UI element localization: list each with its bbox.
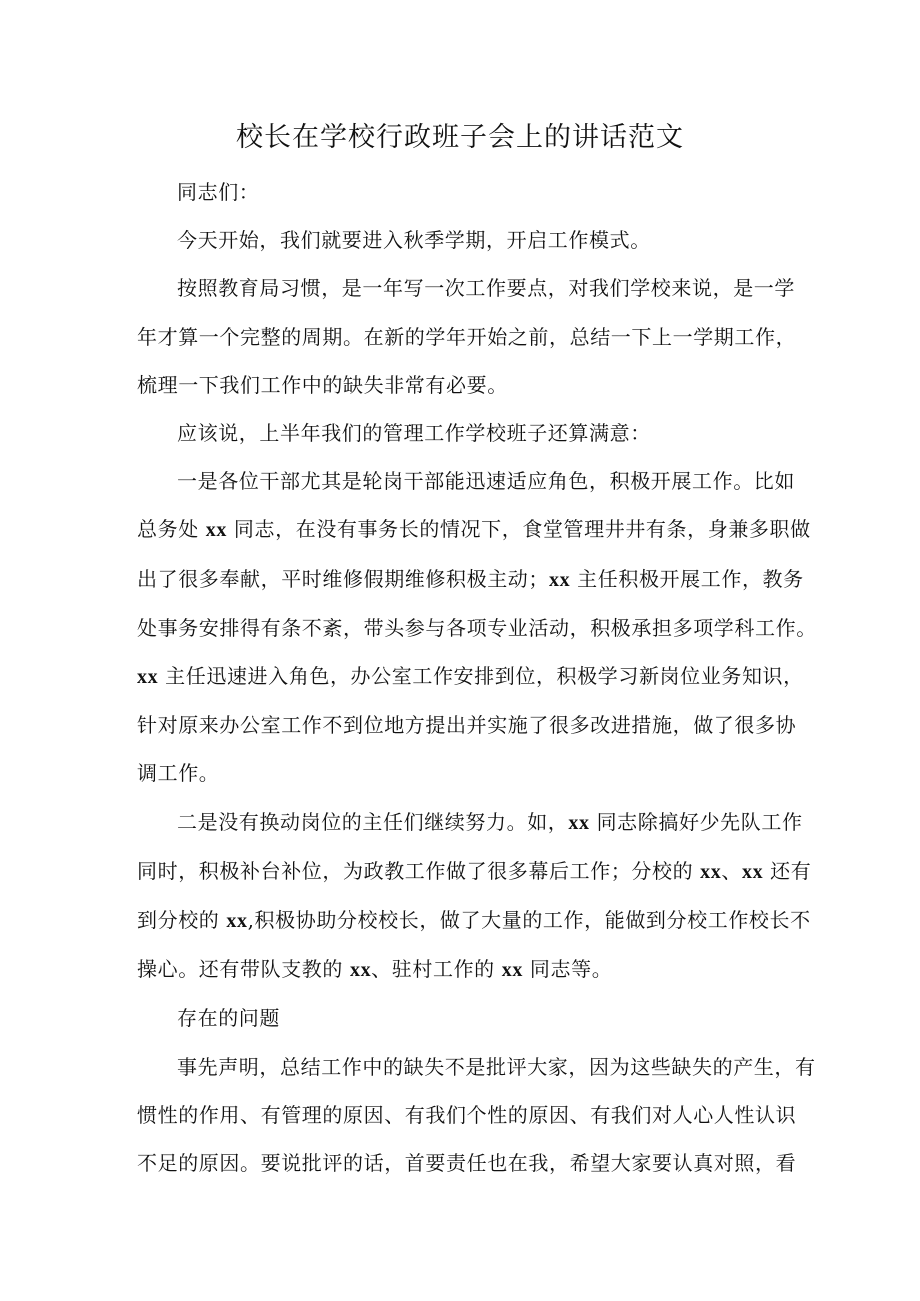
- paragraph-point-two: [137, 798, 812, 995]
- placeholder-name: xx: [501, 959, 523, 982]
- text-line: 同志们：: [177, 180, 260, 204]
- text-line: 事先声明，总结工作中的缺失不是批评大家，因为这些缺失的产生，有: [177, 1054, 816, 1079]
- placeholder-name: xx: [700, 860, 722, 883]
- document-title: 校长在学校行政班子会上的讲话范文: [236, 122, 684, 153]
- placeholder-name: xx: [226, 910, 248, 933]
- placeholder-name: xx: [349, 959, 372, 982]
- text-line: 到分校的 xx,积极协助分校校长，做了大量的工作，能做到分校工作校长不: [137, 908, 811, 933]
- placeholder-name: xx: [549, 568, 571, 591]
- paragraph-opening: [137, 216, 789, 264]
- paragraph-point-one: [137, 457, 817, 797]
- text-line: 应该说，上半年我们的管理工作学校班子还算满意：: [177, 421, 651, 446]
- placeholder-name: xx: [741, 860, 764, 883]
- text-line: 梳理一下我们工作中的缺失非常有必要。: [137, 372, 508, 397]
- document-body: [137, 168, 817, 1187]
- text-line: 按照教育局习惯，是一年写一次工作要点，对我们学校来说，是一学: [177, 276, 795, 301]
- paragraph-greeting: [137, 168, 789, 216]
- text-line: 不足的原因。要说批评的话，首要责任也在我，希望大家要认真对照，看: [137, 1151, 797, 1176]
- placeholder-name: xx: [205, 519, 227, 542]
- section-heading-problems: [137, 994, 789, 1042]
- text-line: 出了很多奉献，平时维修假期维修积极主动；xx 主任积极开展工作，教务: [137, 566, 804, 591]
- text-line: 惯性的作用、有管理的原因、有我们个性的原因、有我们对人心人性认识: [137, 1102, 797, 1127]
- text-line: 总务处 xx 同志，在没有事务长的情况下，食堂管理井井有条，身兼多职做: [137, 517, 811, 542]
- text-line: 一是各位干部尤其是轮岗干部能迅速适应角色，积极开展工作。比如: [177, 469, 795, 494]
- text-line: 处事务安排得有条不紊，带头参与各项专业活动，积极承担多项学科工作。: [137, 615, 817, 640]
- text-line: 操心。还有带队支教的 xx、驻村工作的 xx 同志等。: [137, 957, 613, 982]
- text-line: 调工作。: [137, 761, 220, 786]
- text-line: 二是没有换动岗位的主任们继续努力。如，xx 同志除搞好少先队工作: [177, 809, 803, 834]
- paragraph-disclaimer: [137, 1043, 816, 1188]
- text-line: 年才算一个完整的周期。在新的学年开始之前，总结一下上一学期工作，: [137, 324, 797, 349]
- text-line: 同时，积极补台补位，为政教工作做了很多幕后工作；分校的 xx、xx 还有: [137, 858, 812, 883]
- text-line: 针对原来办公室工作不到位地方提出并实施了很多改进措施，做了很多协: [137, 713, 797, 738]
- text-line: 存在的问题: [177, 1006, 280, 1031]
- paragraph-satisfaction: [137, 409, 789, 457]
- placeholder-name: xx: [568, 811, 590, 834]
- placeholder-name: xx: [137, 666, 159, 689]
- text-line: xx 主任迅速进入角色，办公室工作安排到位，积极学习新岗位业务知识，: [137, 664, 804, 689]
- paragraph-cycle: [137, 264, 797, 409]
- text-line: 今天开始，我们就要进入秋季学期，开启工作模式。: [177, 228, 651, 253]
